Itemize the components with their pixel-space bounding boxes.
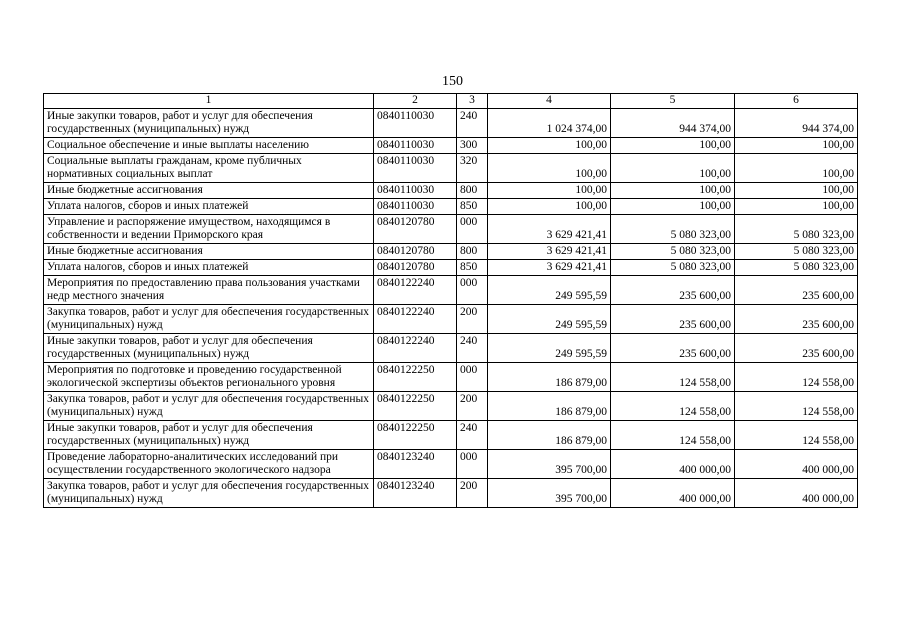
row-code-cell: 0840110030 bbox=[374, 109, 457, 138]
row-value-col6-cell: 235 600,00 bbox=[735, 334, 858, 363]
row-value-col5-cell: 944 374,00 bbox=[611, 109, 735, 138]
row-value-col5-cell: 124 558,00 bbox=[611, 363, 735, 392]
row-value-col6-cell: 235 600,00 bbox=[735, 305, 858, 334]
row-type-cell: 200 bbox=[457, 392, 488, 421]
row-type-cell: 300 bbox=[457, 138, 488, 154]
row-value-col4-cell: 100,00 bbox=[488, 138, 611, 154]
row-value-col6-cell: 124 558,00 bbox=[735, 392, 858, 421]
table-row bbox=[44, 363, 858, 392]
row-value-col4-cell: 395 700,00 bbox=[488, 479, 611, 508]
row-value-col6-cell: 944 374,00 bbox=[735, 109, 858, 138]
row-name-cell: Иные закупки товаров, работ и услуг для обеспечения государственных (муниципальных) нужд bbox=[44, 421, 374, 450]
row-name-cell: Закупка товаров, работ и услуг для обеспечения государственных (муниципальных) нужд bbox=[44, 479, 374, 508]
row-value-col6-cell: 5 080 323,00 bbox=[735, 215, 858, 244]
row-value-col6-cell: 100,00 bbox=[735, 183, 858, 199]
row-code-cell: 0840122240 bbox=[374, 334, 457, 363]
page-number: 150 bbox=[442, 74, 463, 89]
row-value-col5-cell: 5 080 323,00 bbox=[611, 244, 735, 260]
row-value-col4-cell: 249 595,59 bbox=[488, 334, 611, 363]
row-name-cell: Мероприятия по предоставлению права пользования участками недр местного значения bbox=[44, 276, 374, 305]
row-type-cell: 850 bbox=[457, 260, 488, 276]
row-value-col6-cell: 400 000,00 bbox=[735, 450, 858, 479]
row-value-col4-cell: 186 879,00 bbox=[488, 392, 611, 421]
table-body bbox=[44, 109, 858, 508]
row-name-cell: Проведение лабораторно-аналитических исследований при осуществлении государственного экологического надзора bbox=[44, 450, 374, 479]
row-value-col6-cell: 100,00 bbox=[735, 199, 858, 215]
row-value-col6-cell: 5 080 323,00 bbox=[735, 260, 858, 276]
row-code-cell: 0840122240 bbox=[374, 305, 457, 334]
table-row bbox=[44, 260, 858, 276]
table-header-row bbox=[44, 94, 858, 109]
row-code-cell: 0840122250 bbox=[374, 392, 457, 421]
row-code-cell: 0840110030 bbox=[374, 183, 457, 199]
row-value-col4-cell: 395 700,00 bbox=[488, 450, 611, 479]
row-value-col5-cell: 100,00 bbox=[611, 183, 735, 199]
row-type-cell: 240 bbox=[457, 421, 488, 450]
row-code-cell: 0840122250 bbox=[374, 421, 457, 450]
column-header: 6 bbox=[735, 94, 858, 109]
row-type-cell: 800 bbox=[457, 183, 488, 199]
row-name-cell: Социальные выплаты гражданам, кроме публичных нормативных социальных выплат bbox=[44, 154, 374, 183]
row-value-col5-cell: 5 080 323,00 bbox=[611, 215, 735, 244]
row-value-col5-cell: 100,00 bbox=[611, 138, 735, 154]
column-header: 1 bbox=[44, 94, 374, 109]
budget-table bbox=[43, 93, 858, 508]
table-row bbox=[44, 109, 858, 138]
row-value-col5-cell: 124 558,00 bbox=[611, 392, 735, 421]
row-value-col4-cell: 100,00 bbox=[488, 154, 611, 183]
row-value-col6-cell: 124 558,00 bbox=[735, 363, 858, 392]
row-code-cell: 0840120780 bbox=[374, 244, 457, 260]
row-value-col4-cell: 100,00 bbox=[488, 199, 611, 215]
row-value-col5-cell: 235 600,00 bbox=[611, 334, 735, 363]
row-code-cell: 0840123240 bbox=[374, 479, 457, 508]
row-value-col4-cell: 100,00 bbox=[488, 183, 611, 199]
row-value-col6-cell: 124 558,00 bbox=[735, 421, 858, 450]
column-header: 2 bbox=[374, 94, 457, 109]
table-row bbox=[44, 421, 858, 450]
row-type-cell: 000 bbox=[457, 363, 488, 392]
row-value-col4-cell: 186 879,00 bbox=[488, 421, 611, 450]
row-code-cell: 0840120780 bbox=[374, 215, 457, 244]
table-row bbox=[44, 244, 858, 260]
row-type-cell: 850 bbox=[457, 199, 488, 215]
row-code-cell: 0840110030 bbox=[374, 199, 457, 215]
row-type-cell: 000 bbox=[457, 215, 488, 244]
row-value-col4-cell: 249 595,59 bbox=[488, 305, 611, 334]
row-code-cell: 0840110030 bbox=[374, 154, 457, 183]
row-code-cell: 0840120780 bbox=[374, 260, 457, 276]
table-row bbox=[44, 154, 858, 183]
table-row bbox=[44, 479, 858, 508]
row-name-cell: Закупка товаров, работ и услуг для обеспечения государственных (муниципальных) нужд bbox=[44, 392, 374, 421]
row-value-col5-cell: 235 600,00 bbox=[611, 305, 735, 334]
row-type-cell: 240 bbox=[457, 109, 488, 138]
row-code-cell: 0840122250 bbox=[374, 363, 457, 392]
table-row bbox=[44, 276, 858, 305]
row-value-col6-cell: 100,00 bbox=[735, 138, 858, 154]
table-row bbox=[44, 199, 858, 215]
row-name-cell: Уплата налогов, сборов и иных платежей bbox=[44, 260, 374, 276]
row-value-col4-cell: 3 629 421,41 bbox=[488, 260, 611, 276]
row-name-cell: Иные бюджетные ассигнования bbox=[44, 244, 374, 260]
row-value-col4-cell: 249 595,59 bbox=[488, 276, 611, 305]
row-value-col6-cell: 400 000,00 bbox=[735, 479, 858, 508]
row-name-cell: Социальное обеспечение и иные выплаты населению bbox=[44, 138, 374, 154]
row-code-cell: 0840122240 bbox=[374, 276, 457, 305]
row-value-col6-cell: 235 600,00 bbox=[735, 276, 858, 305]
table-row bbox=[44, 450, 858, 479]
table-row bbox=[44, 138, 858, 154]
row-name-cell: Иные закупки товаров, работ и услуг для обеспечения государственных (муниципальных) нужд bbox=[44, 334, 374, 363]
row-value-col5-cell: 100,00 bbox=[611, 154, 735, 183]
row-type-cell: 800 bbox=[457, 244, 488, 260]
table-row bbox=[44, 183, 858, 199]
row-value-col5-cell: 124 558,00 bbox=[611, 421, 735, 450]
row-name-cell: Иные бюджетные ассигнования bbox=[44, 183, 374, 199]
row-value-col5-cell: 400 000,00 bbox=[611, 450, 735, 479]
row-value-col4-cell: 1 024 374,00 bbox=[488, 109, 611, 138]
row-type-cell: 000 bbox=[457, 276, 488, 305]
row-value-col4-cell: 3 629 421,41 bbox=[488, 215, 611, 244]
column-header: 5 bbox=[611, 94, 735, 109]
row-name-cell: Закупка товаров, работ и услуг для обеспечения государственных (муниципальных) нужд bbox=[44, 305, 374, 334]
row-type-cell: 200 bbox=[457, 479, 488, 508]
row-value-col6-cell: 100,00 bbox=[735, 154, 858, 183]
row-value-col5-cell: 5 080 323,00 bbox=[611, 260, 735, 276]
row-type-cell: 320 bbox=[457, 154, 488, 183]
row-value-col5-cell: 235 600,00 bbox=[611, 276, 735, 305]
row-name-cell: Управление и распоряжение имуществом, находящимся в собственности и ведении Приморского края bbox=[44, 215, 374, 244]
row-type-cell: 240 bbox=[457, 334, 488, 363]
row-value-col4-cell: 3 629 421,41 bbox=[488, 244, 611, 260]
table-row bbox=[44, 392, 858, 421]
table-row bbox=[44, 215, 858, 244]
row-value-col4-cell: 186 879,00 bbox=[488, 363, 611, 392]
row-type-cell: 000 bbox=[457, 450, 488, 479]
row-value-col6-cell: 5 080 323,00 bbox=[735, 244, 858, 260]
row-value-col5-cell: 400 000,00 bbox=[611, 479, 735, 508]
row-value-col5-cell: 100,00 bbox=[611, 199, 735, 215]
table-row bbox=[44, 305, 858, 334]
column-header: 3 bbox=[457, 94, 488, 109]
table-row bbox=[44, 334, 858, 363]
row-code-cell: 0840123240 bbox=[374, 450, 457, 479]
row-name-cell: Мероприятия по подготовке и проведению государственной экологической экспертизы объектов регионального уровня bbox=[44, 363, 374, 392]
column-header: 4 bbox=[488, 94, 611, 109]
row-code-cell: 0840110030 bbox=[374, 138, 457, 154]
row-name-cell: Иные закупки товаров, работ и услуг для обеспечения государственных (муниципальных) нужд bbox=[44, 109, 374, 138]
row-type-cell: 200 bbox=[457, 305, 488, 334]
row-name-cell: Уплата налогов, сборов и иных платежей bbox=[44, 199, 374, 215]
